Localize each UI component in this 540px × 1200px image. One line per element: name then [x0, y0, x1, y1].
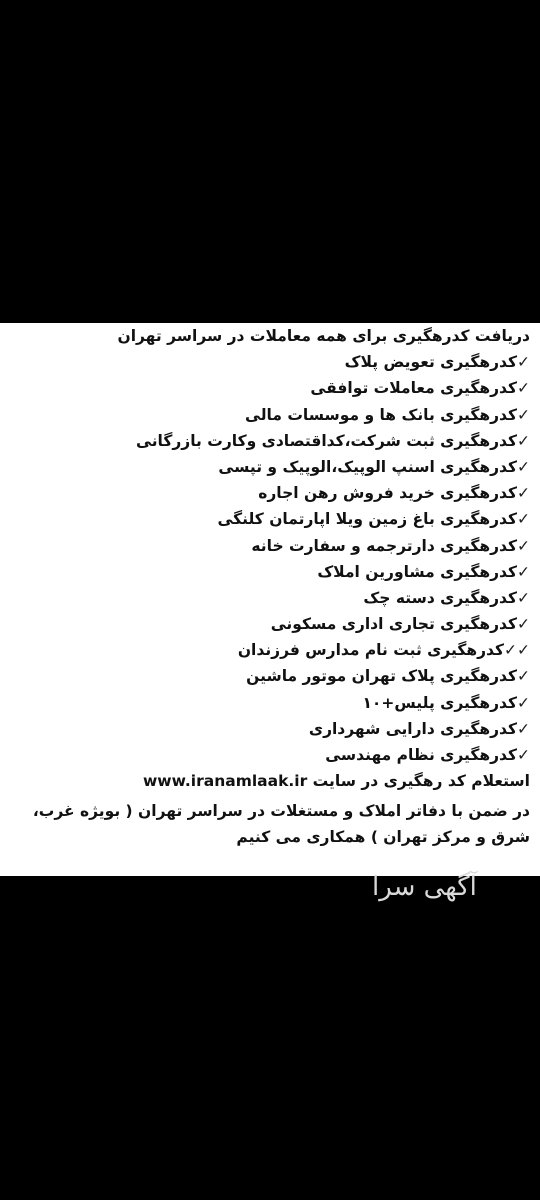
list-item: ✓کدرهگیری باغ زمین ویلا اپارتمان کلنگی — [217, 510, 530, 529]
check-icon: ✓ — [517, 536, 530, 555]
list-item: ✓کدرهگیری ثبت شرکت،کداقتصادی وکارت بازرگانی — [136, 431, 530, 450]
check-icon: ✓ — [517, 693, 530, 712]
check-icon: ✓ — [517, 615, 530, 634]
watermark: آگهی سرا — [372, 872, 477, 902]
list-item: ✓کدرهگیری دارترجمه و سفارت خانه — [251, 536, 530, 555]
list-item: ✓کدرهگیری نظام مهندسی — [325, 746, 530, 764]
check-icon: ✓ — [517, 588, 530, 607]
list-item: ✓کدرهگیری مشاورین املاک — [317, 562, 530, 581]
list-item: ✓کدرهگیری معاملات توافقی — [310, 379, 530, 398]
check-icon: ✓ — [504, 641, 517, 660]
check-icon: ✓ — [517, 641, 530, 660]
header-line: دریافت کدرهگیری برای همه معاملات در سراسر تهران — [117, 327, 530, 345]
check-icon: ✓ — [517, 510, 530, 529]
check-icon: ✓ — [517, 667, 530, 686]
check-icon: ✓ — [517, 457, 530, 476]
cooperation-paragraph: در ضمن با دفاتر املاک و مستغلات در سراسر تهران ( بویژه غرب، شرق و مرکز تهران ) همکاری می کنیم — [32, 802, 530, 846]
list-item: ✓کدرهگیری تعویض پلاک — [344, 353, 530, 372]
list-item: ✓کدرهگیری دسته چک — [363, 588, 530, 607]
list-item: ✓کدرهگیری پلیس+۱۰ — [362, 693, 530, 712]
ad-text-card — [0, 323, 540, 876]
list-item: ✓کدرهگیری پلاک تهران موتور ماشین — [246, 667, 530, 686]
text-lines — [0, 323, 530, 794]
check-icon: ✓ — [517, 562, 530, 581]
list-item: ✓کدرهگیری بانک ها و موسسات مالی — [245, 405, 530, 424]
check-icon: ✓ — [517, 353, 530, 372]
check-icon: ✓ — [517, 719, 530, 738]
list-item: ✓کدرهگیری دارایی شهرداری — [308, 719, 530, 738]
site-line: استعلام کد رهگیری در سایت www.iranamlaak.ir — [142, 772, 530, 791]
list-item: ✓کدرهگیری اسنپ الوپیک،الوپیک و تپسی — [218, 457, 530, 476]
list-item: ✓کدرهگیری تجاری اداری مسکونی — [270, 615, 530, 634]
check-icon: ✓ — [517, 405, 530, 424]
check-icon: ✓ — [517, 484, 530, 503]
check-icon: ✓ — [517, 431, 530, 450]
check-icon: ✓ — [517, 746, 530, 764]
list-item: ✓کدرهگیری خرید فروش رهن اجاره — [258, 484, 530, 503]
check-icon: ✓ — [517, 379, 530, 398]
list-item: ✓✓کدرهگیری ثبت نام مدارس فرزندان — [237, 641, 530, 660]
